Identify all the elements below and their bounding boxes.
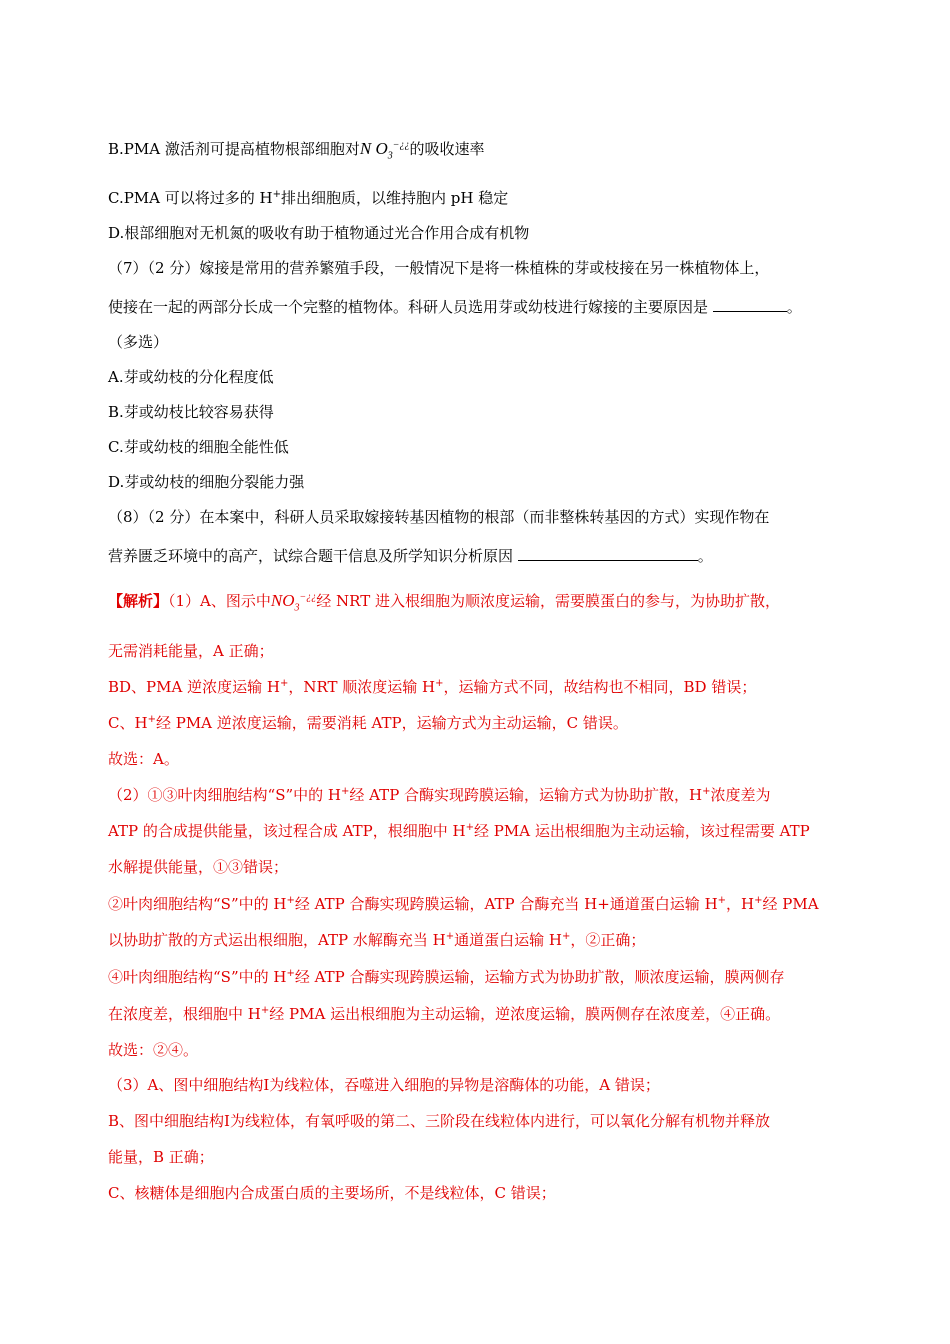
analysis-line5: 故选：A。 <box>108 750 179 768</box>
analysis-line13: 故选：②④。 <box>108 1041 199 1059</box>
q8-stem-line2: 营养匮乏环境中的高产，试综合题干信息及所学知识分析原因 。 <box>108 547 713 565</box>
option-b-text: B.PMA 激活剂可提高植物根部细胞对 <box>108 140 360 158</box>
nitrate-formula: N $O_3^{-¿¿}$ <box>359 139 410 162</box>
analysis-line1: 【解析】（1）A、图示中$NO_3^{-¿¿}$经 NRT 进入根细胞为顺浓度运输，需要膜蛋白的参与，为协助扩散， <box>108 591 780 614</box>
q7-option-a: A.芽或幼枝的分化程度低 <box>108 368 274 386</box>
q7-multi-select-note: （多选） <box>108 333 169 351</box>
option-b-line <box>108 138 485 160</box>
analysis-line4: C、H+经 PMA 逆浓度运输，需要消耗 ATP，运输方式为主动运输，C 错误。 <box>108 714 628 732</box>
analysis-line11: ④叶肉细胞结构“S”中的 H+经 ATP 合酶实现跨膜运输，运输方式为协助扩散，顺浓度运输，膜两侧存 <box>108 968 785 986</box>
analysis-tag: 【解析】 <box>108 592 169 610</box>
answer-blank[interactable] <box>713 297 787 312</box>
analysis-line10: 以协助扩散的方式运出根细胞，ATP 水解酶充当 H+通道蛋白运输 H+，②正确； <box>108 931 646 949</box>
q7-option-c: C.芽或幼枝的细胞全能性低 <box>108 438 289 456</box>
q7-stem-line1: （7）（2 分）嫁接是常用的营养繁殖手段，一般情况下是将一株植株的芽或枝接在另一株植物体上， <box>108 259 770 277</box>
q8-stem-line1: （8）（2 分）在本案中，科研人员采取嫁接转基因植物的根部（而非整株转基因的方式）实现作物在 <box>108 508 770 526</box>
analysis-line14: （3）A、图中细胞结构Ⅰ为线粒体，吞噬进入细胞的异物是溶酶体的功能，A 错误； <box>108 1076 660 1094</box>
q7-option-d: D.芽或幼枝的细胞分裂能力强 <box>108 473 305 491</box>
option-b-text-end: 的吸收速率 <box>409 140 485 158</box>
analysis-line7: ATP 的合成提供能量，该过程合成 ATP，根细胞中 H+经 PMA 运出根细胞为主动运输，该过程需要 ATP <box>108 822 810 840</box>
analysis-line15: B、图中细胞结构Ⅰ为线粒体，有氧呼吸的第二、三阶段在线粒体内进行，可以氧化分解有机物并释放 <box>108 1112 770 1130</box>
option-c-line: C.PMA 可以将过多的 H+排出细胞质，以维持胞内 pH 稳定 <box>108 189 509 207</box>
analysis-line6: （2）①③叶肉细胞结构“S”中的 H+经 ATP 合酶实现跨膜运输，运输方式为协助扩散，H+浓度差为 <box>108 786 771 804</box>
q7-option-b: B.芽或幼枝比较容易获得 <box>108 403 274 421</box>
analysis-line8: 水解提供能量，①③错误； <box>108 858 289 876</box>
analysis-line17: C、核糖体是细胞内合成蛋白质的主要场所，不是线粒体，C 错误； <box>108 1184 556 1202</box>
analysis-line12: 在浓度差，根细胞中 H+经 PMA 运出根细胞为主动运输，逆浓度运输，膜两侧存在浓度差，④正确。 <box>108 1005 781 1023</box>
analysis-line16: 能量，B 正确； <box>108 1148 214 1166</box>
analysis-line3: BD、PMA 逆浓度运输 H+，NRT 顺浓度运输 H+，运输方式不同，故结构也不相同，BD 错误； <box>108 678 757 696</box>
analysis-line2: 无需消耗能量，A 正确； <box>108 642 274 660</box>
option-d-line: D.根部细胞对无机氮的吸收有助于植物通过光合作用合成有机物 <box>108 224 530 242</box>
nitrate-formula: $NO_3^{-¿¿}$ <box>270 591 317 614</box>
analysis-line9: ②叶肉细胞结构“S”中的 H+经 ATP 合酶实现跨膜运输，ATP 合酶充当 H+通道蛋白运输 H+，H+经 PMA <box>108 895 819 913</box>
q7-stem-line2: 使接在一起的两部分长成一个完整的植物体。科研人员选用芽或幼枝进行嫁接的主要原因是 。 <box>108 298 802 316</box>
answer-blank[interactable] <box>518 546 698 561</box>
